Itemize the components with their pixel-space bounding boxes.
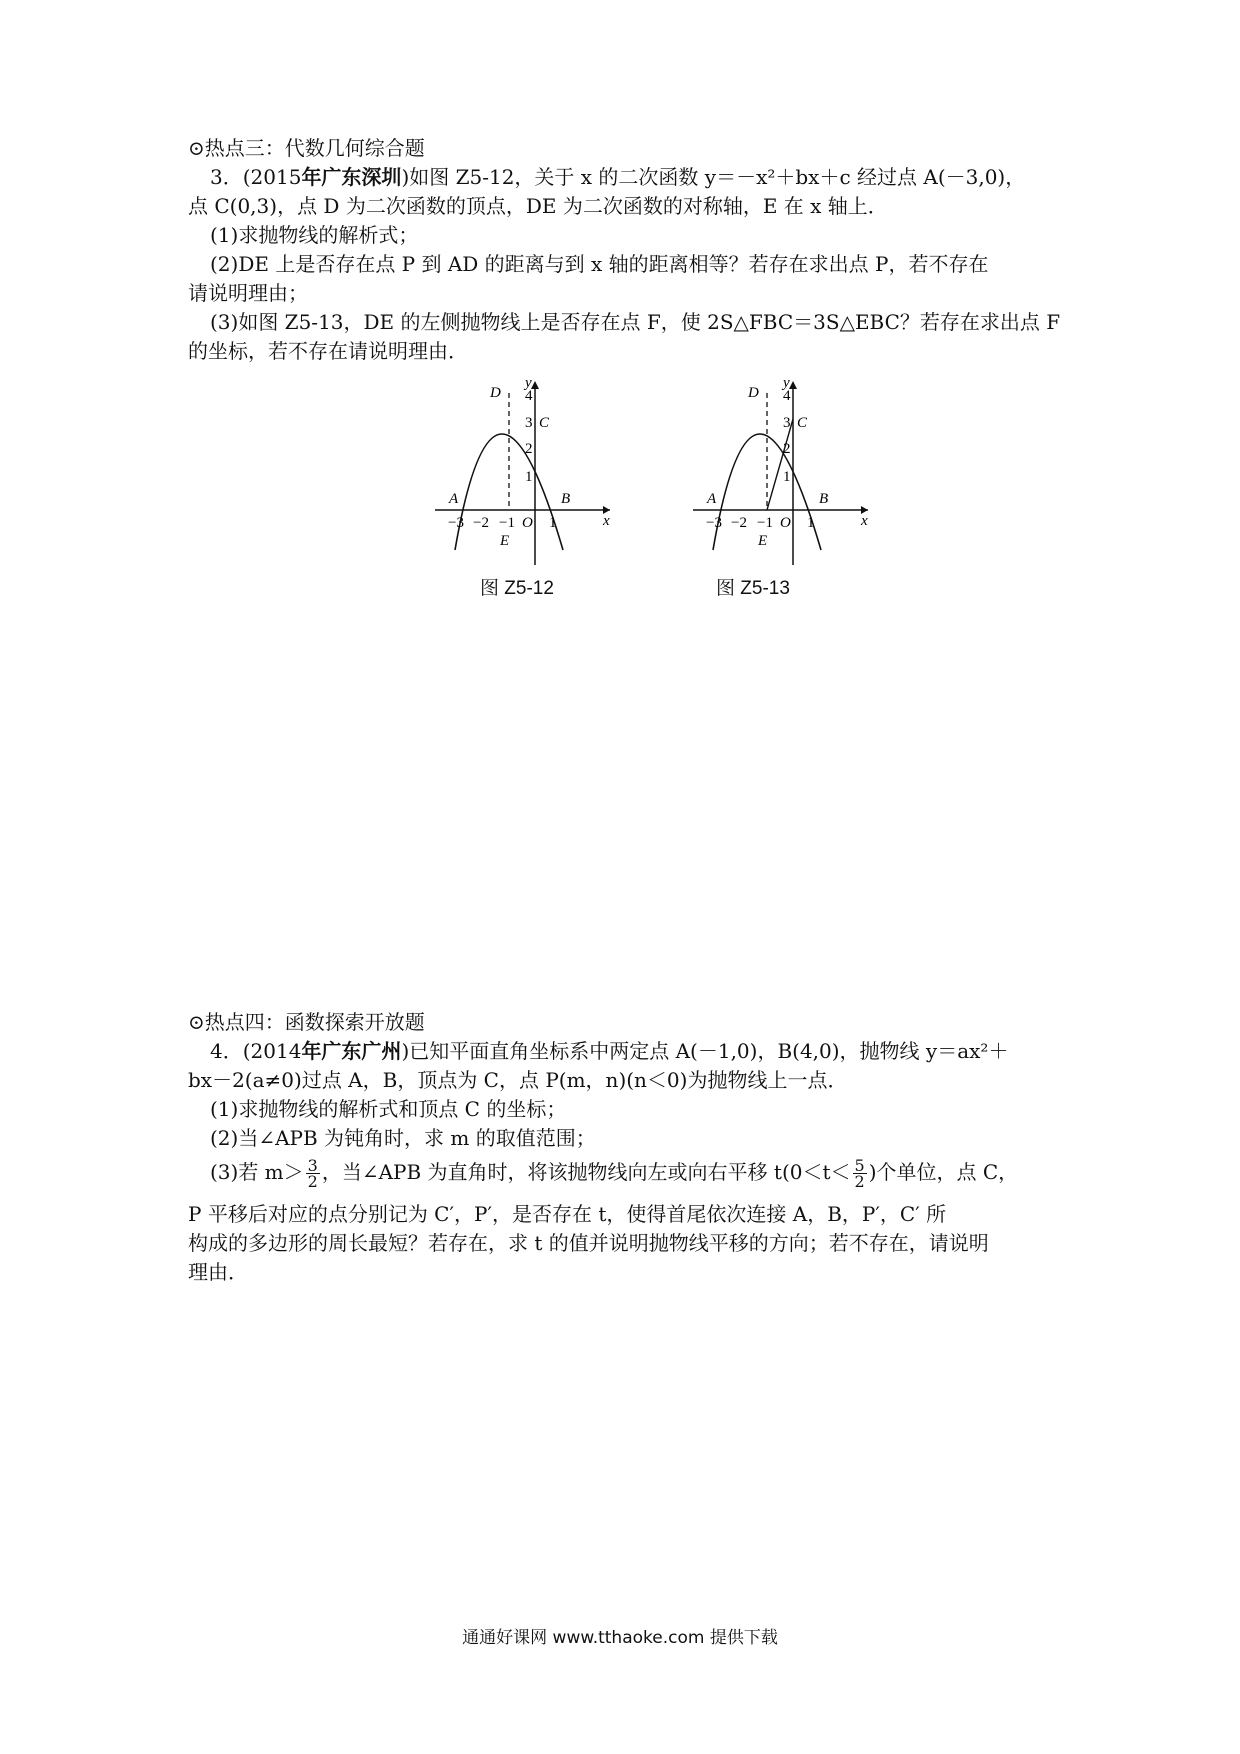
tick-3-2: 3	[783, 415, 791, 431]
q4-part1: (1)求抛物线的解析式和顶点 C 的坐标；	[210, 1097, 567, 1121]
tick-2: 2	[525, 441, 533, 457]
q4-source-pre: (2014	[242, 1039, 302, 1063]
tick-4-2: 4	[783, 388, 791, 404]
frac2-den: 2	[854, 1172, 865, 1191]
q4-text1: )已知平面直角坐标系中两定点 A(－1,0)，B(4,0)，抛物线 y＝ax²＋	[401, 1039, 1009, 1063]
fraction-5-2	[853, 1158, 867, 1189]
q3-part3a: (3)如图 Z5-13，DE 的左侧抛物线上是否存在点 F，使 2S△FBC＝3S△EBC？若存在求出点 F	[210, 310, 1061, 334]
q3-text1: )如图 Z5-12，关于 x 的二次函数 y＝－x²＋bx＋c 经过点 A(－3,0)，	[401, 165, 1026, 189]
frac1-den: 2	[307, 1172, 318, 1191]
label-x-2: x	[861, 513, 868, 529]
q3-part2b: 请说明理由；	[188, 281, 308, 305]
label-y-2: y	[783, 375, 790, 391]
q4-p3-mid: ，当∠APB 为直角时，将该抛物线向左或向右平移 t(0＜t＜	[321, 1160, 851, 1184]
tick-pos1-2: 1	[807, 515, 815, 531]
q3-part3b: 的坐标，若不存在请说明理由．	[188, 339, 468, 363]
label-E: E	[500, 533, 510, 549]
tick-neg2-2: −2	[731, 515, 747, 531]
tick-neg1: −1	[499, 515, 515, 531]
q3-line1	[210, 163, 1025, 191]
q3-part2a: (2)DE 上是否存在点 P 到 AD 的距离与到 x 轴的距离相等？若存在求出点 P，若不存在	[210, 252, 989, 276]
label-E-2: E	[758, 533, 768, 549]
figure-z5-12	[425, 375, 615, 575]
label-B: B	[561, 491, 571, 507]
label-y: y	[525, 375, 532, 391]
tick-2-2: 2	[783, 441, 791, 457]
tick-4: 4	[525, 388, 533, 404]
tick-3: 3	[525, 415, 533, 431]
caption-z5-13: 图 Z5-13	[716, 578, 790, 599]
tick-neg1-2: −1	[757, 515, 773, 531]
q3-number: 3．	[210, 165, 243, 189]
q4-text2: bx－2(a≠0)过点 A，B，顶点为 C，点 P(m，n)(n＜0)为抛物线上一点．	[188, 1068, 848, 1092]
frac2-num: 5	[854, 1156, 865, 1175]
label-C: C	[539, 415, 550, 431]
label-A-2: A	[707, 491, 717, 507]
label-A: A	[449, 491, 459, 507]
section3-heading: ⊙热点三：代数几何综合题	[188, 136, 425, 160]
tick-neg3-2: −3	[706, 515, 722, 531]
tick-pos1: 1	[549, 515, 557, 531]
tick-1: 1	[525, 469, 533, 485]
fraction-3-2	[306, 1158, 320, 1189]
label-O: O	[522, 515, 533, 531]
q4-part3b: P 平移后对应的点分别记为 C′，P′，是否存在 t，使得首尾依次连接 A，B，P′，C′ 所	[188, 1202, 947, 1226]
q4-part3a	[210, 1158, 1018, 1189]
q3-source-pre: (2015	[242, 165, 302, 189]
caption-z5-12: 图 Z5-12	[480, 578, 554, 599]
q4-p3-post: )个单位，点 C，	[868, 1160, 1019, 1184]
q4-line1	[210, 1037, 1008, 1065]
q4-p3-pre: (3)若 m＞	[210, 1160, 304, 1184]
q3-text2: 点 C(0,3)，点 D 为二次函数的顶点，DE 为二次函数的对称轴，E 在 x 轴上．	[188, 194, 888, 218]
label-D-2: D	[748, 385, 759, 401]
tick-neg3: −3	[448, 515, 464, 531]
q4-number: 4．	[210, 1039, 243, 1063]
q4-part2: (2)当∠APB 为钝角时，求 m 的取值范围；	[210, 1126, 596, 1150]
label-C-2: C	[797, 415, 808, 431]
section4-heading: ⊙热点四：函数探索开放题	[188, 1010, 425, 1034]
label-B-2: B	[819, 491, 829, 507]
label-D: D	[490, 385, 501, 401]
footer-credit: 通通好课网 www.tthaoke.com 提供下载	[462, 1628, 778, 1648]
q3-part1: (1)求抛物线的解析式；	[210, 223, 419, 247]
q4-source: 年广东广州	[301, 1039, 402, 1063]
q4-part3d: 理由．	[188, 1260, 248, 1284]
tick-neg2: −2	[473, 515, 489, 531]
q3-source: 年广东深圳	[301, 165, 402, 189]
tick-1-2: 1	[783, 469, 791, 485]
label-x: x	[603, 513, 610, 529]
label-O-2: O	[780, 515, 791, 531]
frac1-num: 3	[307, 1156, 318, 1175]
q4-part3c: 构成的多边形的周长最短？若存在，求 t 的值并说明抛物线平移的方向；若不存在，请说明	[188, 1231, 989, 1255]
figure-z5-13	[683, 375, 873, 575]
